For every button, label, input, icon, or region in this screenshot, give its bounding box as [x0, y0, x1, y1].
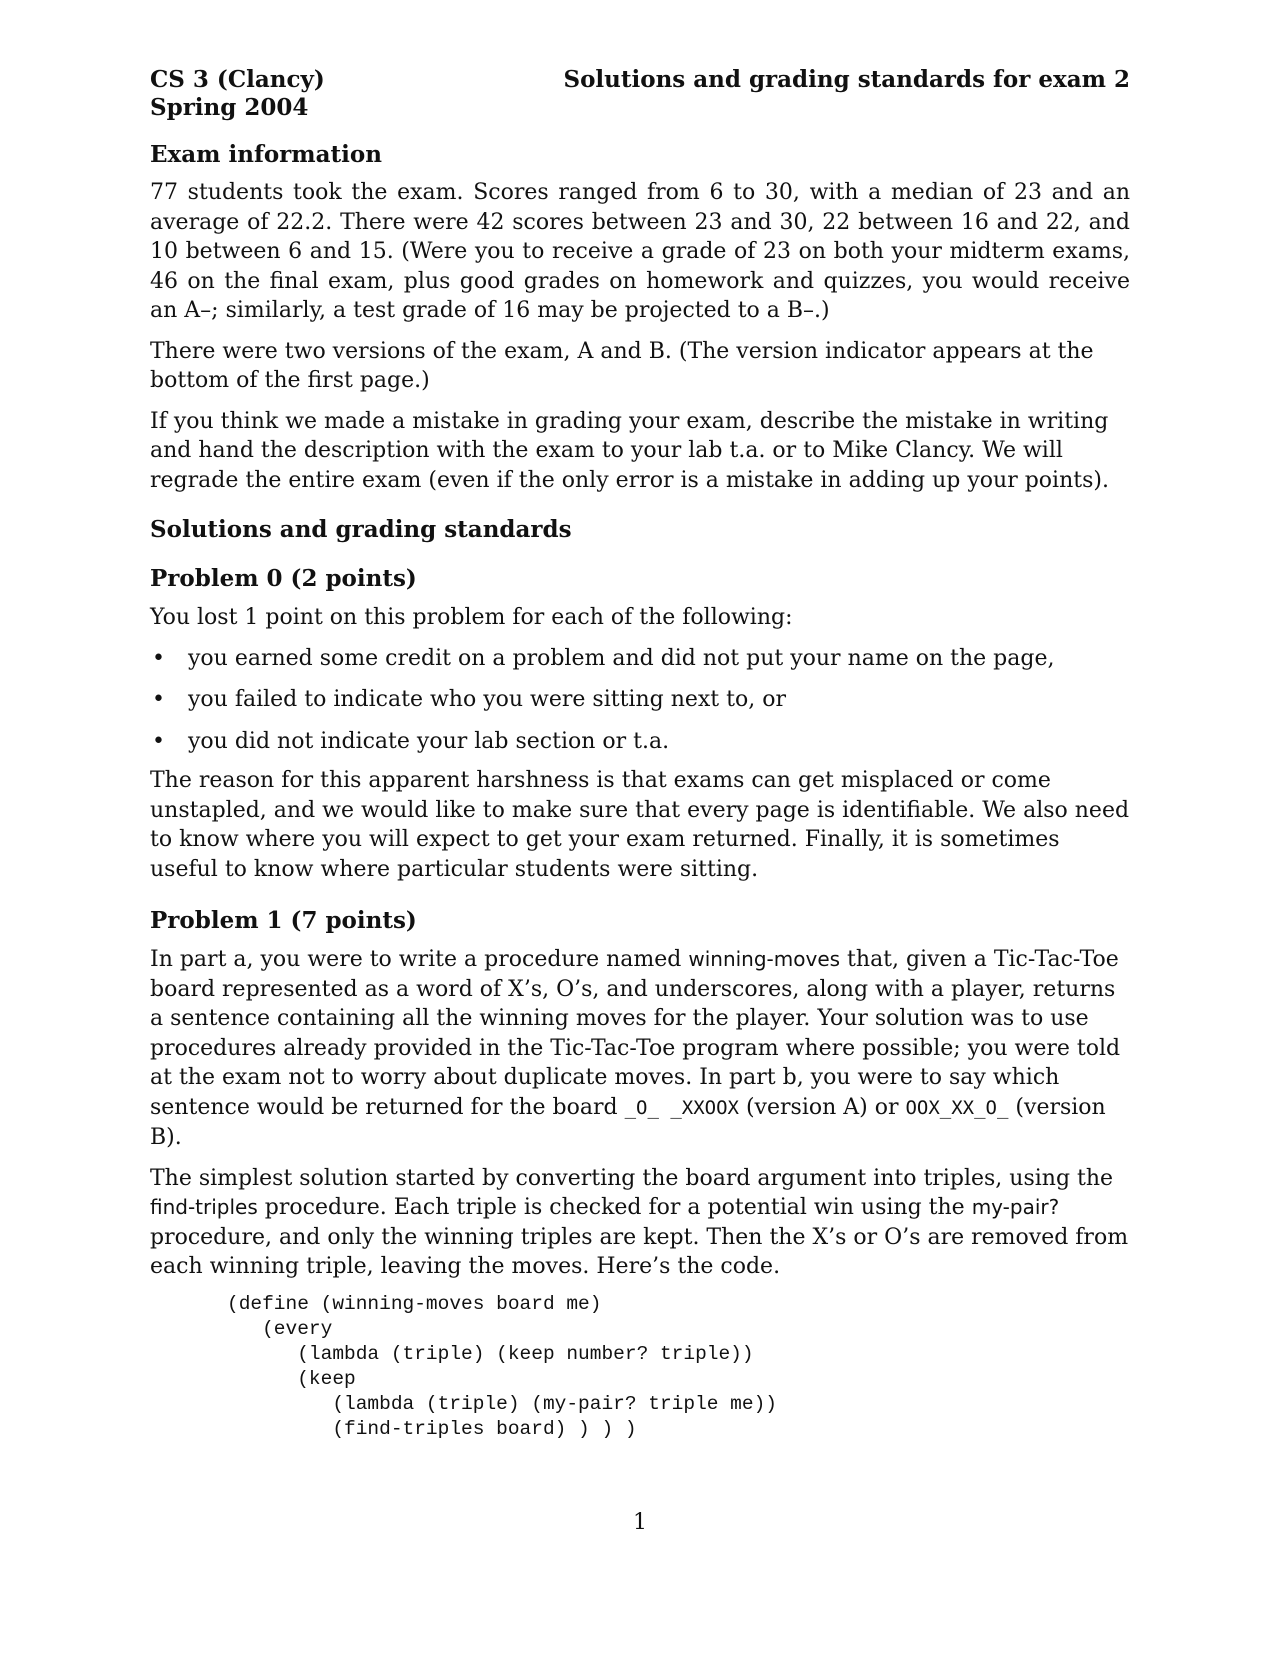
text-run: (version A) or [738, 1094, 906, 1120]
exam-info-heading: Exam information [150, 141, 382, 168]
list-item: • you did not indicate your lab section or t.a. [150, 727, 1130, 757]
problem-1-paragraph-1 [150, 945, 1130, 1153]
problem-1-paragraph-2 [150, 1164, 1130, 1282]
exam-info-paragraph-1: 77 students took the exam. Scores ranged from 6 to 30, with a median of 23 and an average of 22.2. There were 42 scores between 23 and 30, 22 between 16 and 22, and 10 between 6 and 15. (Were you to receive a grade of 23 on both your midterm exams, 46 on the final exam, plus good grades on homework and quizzes, you would receive an A–; similarly, a test grade of 16 may be projected to a B–.) [150, 180, 1130, 323]
problem-0-heading: Problem 0 (2 points) [150, 565, 417, 592]
term: Spring 2004 [150, 94, 309, 121]
page-number: 1 [633, 1510, 647, 1535]
problem-0-intro: You lost 1 point on this problem for each of the following: [150, 605, 793, 630]
board-version-a: _O_ _XXOOX [624, 1096, 739, 1119]
procedure-name: my-pair? [971, 1195, 1060, 1219]
document-title: Solutions and grading standards for exam 2 [563, 66, 1130, 93]
code-block: (define (winning-moves board me) (every (lambda (triple) (keep number? triple)) (keep (lambda (triple) (my-pair? triple me)) (find-triples board) ) ) ) [227, 1292, 777, 1440]
exam-info-paragraph-3: If you think we made a mistake in grading your exam, describe the mistake in writing and hand the description with the exam to your lab t.a. or to Mike Clancy. We will regrade the entire exam (even if the only error is a mistake in adding up your points). [150, 408, 1109, 493]
procedure-name: find-triples [150, 1195, 258, 1219]
list-item: • you earned some credit on a problem and did not put your name on the page, [150, 644, 1130, 674]
text-run: that, given a Tic-Tac-Toe board represented as a word of X’s, O’s, and underscores, along with a player, returns a sentence containing all the winning moves for the player. Your solution was to use procedures already provided in the Tic-Tac-Toe program where possible; you were told at the exam not to worry about duplicate moves. In part b, you were to say which sentence would be returned for the board [150, 947, 1121, 1120]
list-item: • you failed to indicate who you were sitting next to, or [150, 685, 1130, 715]
problem-1-heading: Problem 1 (7 points) [150, 907, 417, 934]
text-run: The simplest solution started by converting the board argument into triples, using the [150, 1165, 1114, 1191]
text-run: In part a, you were to write a procedure named [150, 947, 689, 972]
solutions-heading: Solutions and grading standards [150, 516, 572, 543]
header-left [150, 66, 325, 122]
board-version-b: OOX_XX_O_ [905, 1096, 1009, 1119]
text-run: (version B). [150, 1094, 1106, 1150]
document-page [150, 66, 1130, 1442]
page-header [150, 66, 1130, 122]
text-run: procedure, and only the winning triples are kept. Then the X’s or O’s are removed from each winning triple, leaving the moves. Here’s the code. [150, 1224, 1129, 1279]
procedure-name: winning-moves [688, 947, 841, 971]
course-name: CS 3 (Clancy) [150, 66, 325, 93]
text-run: procedure. Each triple is checked for a potential win using the [257, 1195, 972, 1220]
problem-0-list [150, 644, 1130, 757]
exam-info-paragraph-2: There were two versions of the exam, A and B. (The version indicator appears at the bottom of the first page.) [150, 338, 1094, 393]
header-right [563, 66, 1130, 122]
problem-0-reason: The reason for this apparent harshness is that exams can get misplaced or come unstapled, and we would like to make sure that every page is identifiable. We also need to know where you will expect to get your exam returned. Finally, it is sometimes useful to know where particular students were sitting. [150, 768, 1130, 882]
